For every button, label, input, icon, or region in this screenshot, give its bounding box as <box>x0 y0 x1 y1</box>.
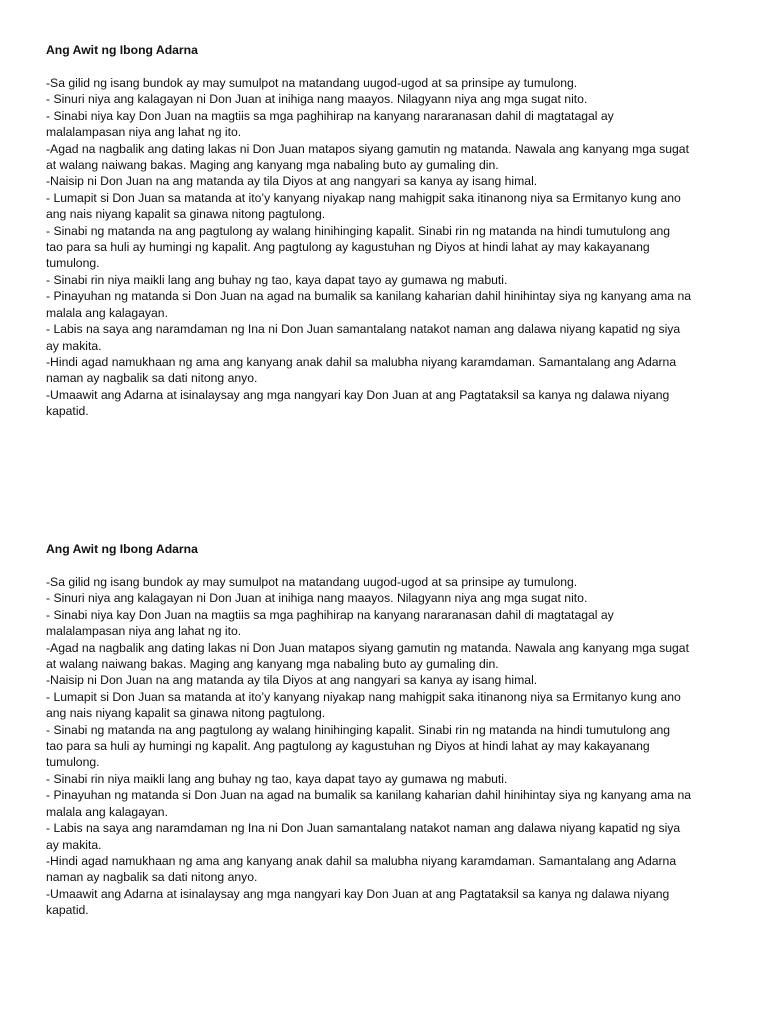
summary-paragraph: - Sinabi niya kay Don Juan na magtiis sa mga paghihirap na kanyang nararanasan dahil di magtatagal ay malalampasan niya ang lahat ng ito. <box>46 108 614 140</box>
summary-paragraph: - Sinabi rin niya maikli lang ang buhay ng tao, kaya dapat tayo ay gumawa ng mabuti. <box>46 771 508 786</box>
summary-paragraph: -Umaawit ang Adarna at isinalaysay ang mga nangyari kay Don Juan at ang Pagtataksil sa kanya ng dalawa niyang kapatid. <box>46 387 670 419</box>
summary-paragraph: - Lumapit si Don Juan sa matanda at ito’y kanyang niyakap nang mahigpit saka itinanong niya sa Ermitanyo kung ano ang nais niyang kapalit sa ginawa nitong pagtulong. <box>46 689 681 721</box>
summary-paragraph: - Lumapit si Don Juan sa matanda at ito’y kanyang niyakap nang mahigpit saka itinanong niya sa Ermitanyo kung ano ang nais niyang kapalit sa ginawa nitong pagtulong. <box>46 190 681 222</box>
summary-paragraph: - Pinayuhan ng matanda si Don Juan na agad na bumalik sa kanilang kaharian dahil hinihintay siya ng kanyang ama na malala ang kalagayan. <box>46 289 692 320</box>
summary-paragraph: -Hindi agad namukhaan ng ama ang kanyang anak dahil sa malubha niyang karamdaman. Samantalang ang Adarna naman ay nagbalik sa dati nitong anyo. <box>46 354 677 386</box>
summary-paragraph: -Sa gilid ng isang bundok ay may sumulpot na matandang uugod-ugod at sa prinsipe ay tumulong. <box>46 575 578 589</box>
summary-paragraph: -Sa gilid ng isang bundok ay may sumulpot na matandang uugod-ugod at sa prinsipe ay tumulong. <box>46 76 578 90</box>
section-title: Ang Awit ng Ibong Adarna <box>46 542 198 556</box>
summary-paragraph: - Sinabi ng matanda na ang pagtulong ay walang hinihinging kapalit. Sinabi rin ng matanda na hindi tumutulong ang tao para sa huli ay humingi ng kapalit. Ang pagtulong ay kagustuhan ng Diyos at hindi lahat ay may kakayanang tumulong. <box>46 223 671 271</box>
summary-paragraph: - Sinuri niya ang kalagayan ni Don Juan at inihiga nang maayos. Nilagyann niya ang mga sugat nito. <box>46 591 588 606</box>
summary-paragraph: - Sinabi ng matanda na ang pagtulong ay walang hinihinging kapalit. Sinabi rin ng matanda na hindi tumutulong ang tao para sa huli ay humingi ng kapalit. Ang pagtulong ay kagustuhan ng Diyos at hindi lahat ay may kakayanang tumulong. <box>46 722 671 770</box>
summary-paragraph: -Hindi agad namukhaan ng ama ang kanyang anak dahil sa malubha niyang karamdaman. Samantalang ang Adarna naman ay nagbalik sa dati nitong anyo. <box>46 853 677 885</box>
summary-paragraph: - Labis na saya ang naramdaman ng Ina ni Don Juan samantalang natakot naman ang dalawa niyang kapatid ng siya ay makita. <box>46 322 681 353</box>
summary-section-1 <box>46 42 736 420</box>
summary-paragraph: -Umaawit ang Adarna at isinalaysay ang mga nangyari kay Don Juan at ang Pagtataksil sa kanya ng dalawa niyang kapatid. <box>46 886 670 918</box>
summary-paragraph: -Naisip ni Don Juan na ang matanda ay tila Diyos at ang nangyari sa kanya ay isang himal. <box>46 174 538 189</box>
summary-paragraph: - Labis na saya ang naramdaman ng Ina ni Don Juan samantalang natakot naman ang dalawa niyang kapatid ng siya ay makita. <box>46 821 681 852</box>
summary-paragraph: - Sinabi rin niya maikli lang ang buhay ng tao, kaya dapat tayo ay gumawa ng mabuti. <box>46 272 508 287</box>
section-title: Ang Awit ng Ibong Adarna <box>46 43 198 57</box>
summary-paragraph: - Sinabi niya kay Don Juan na magtiis sa mga paghihirap na kanyang nararanasan dahil di magtatagal ay malalampasan niya ang lahat ng ito. <box>46 607 614 639</box>
summary-paragraph: -Agad na nagbalik ang dating lakas ni Don Juan matapos siyang gamutin ng matanda. Nawala ang kanyang mga sugat at walang naiwang bakas. Maging ang kanyang mga nabaling buto ay gumaling din. <box>46 141 689 173</box>
summary-paragraph: -Naisip ni Don Juan na ang matanda ay tila Diyos at ang nangyari sa kanya ay isang himal. <box>46 673 538 688</box>
summary-section-2 <box>46 541 736 919</box>
summary-paragraph: - Pinayuhan ng matanda si Don Juan na agad na bumalik sa kanilang kaharian dahil hinihintay siya ng kanyang ama na malala ang kalagayan. <box>46 788 692 819</box>
summary-paragraph: -Agad na nagbalik ang dating lakas ni Don Juan matapos siyang gamutin ng matanda. Nawala ang kanyang mga sugat at walang naiwang bakas. Maging ang kanyang mga nabaling buto ay gumaling din. <box>46 640 689 672</box>
summary-paragraph: - Sinuri niya ang kalagayan ni Don Juan at inihiga nang maayos. Nilagyann niya ang mga sugat nito. <box>46 92 588 107</box>
